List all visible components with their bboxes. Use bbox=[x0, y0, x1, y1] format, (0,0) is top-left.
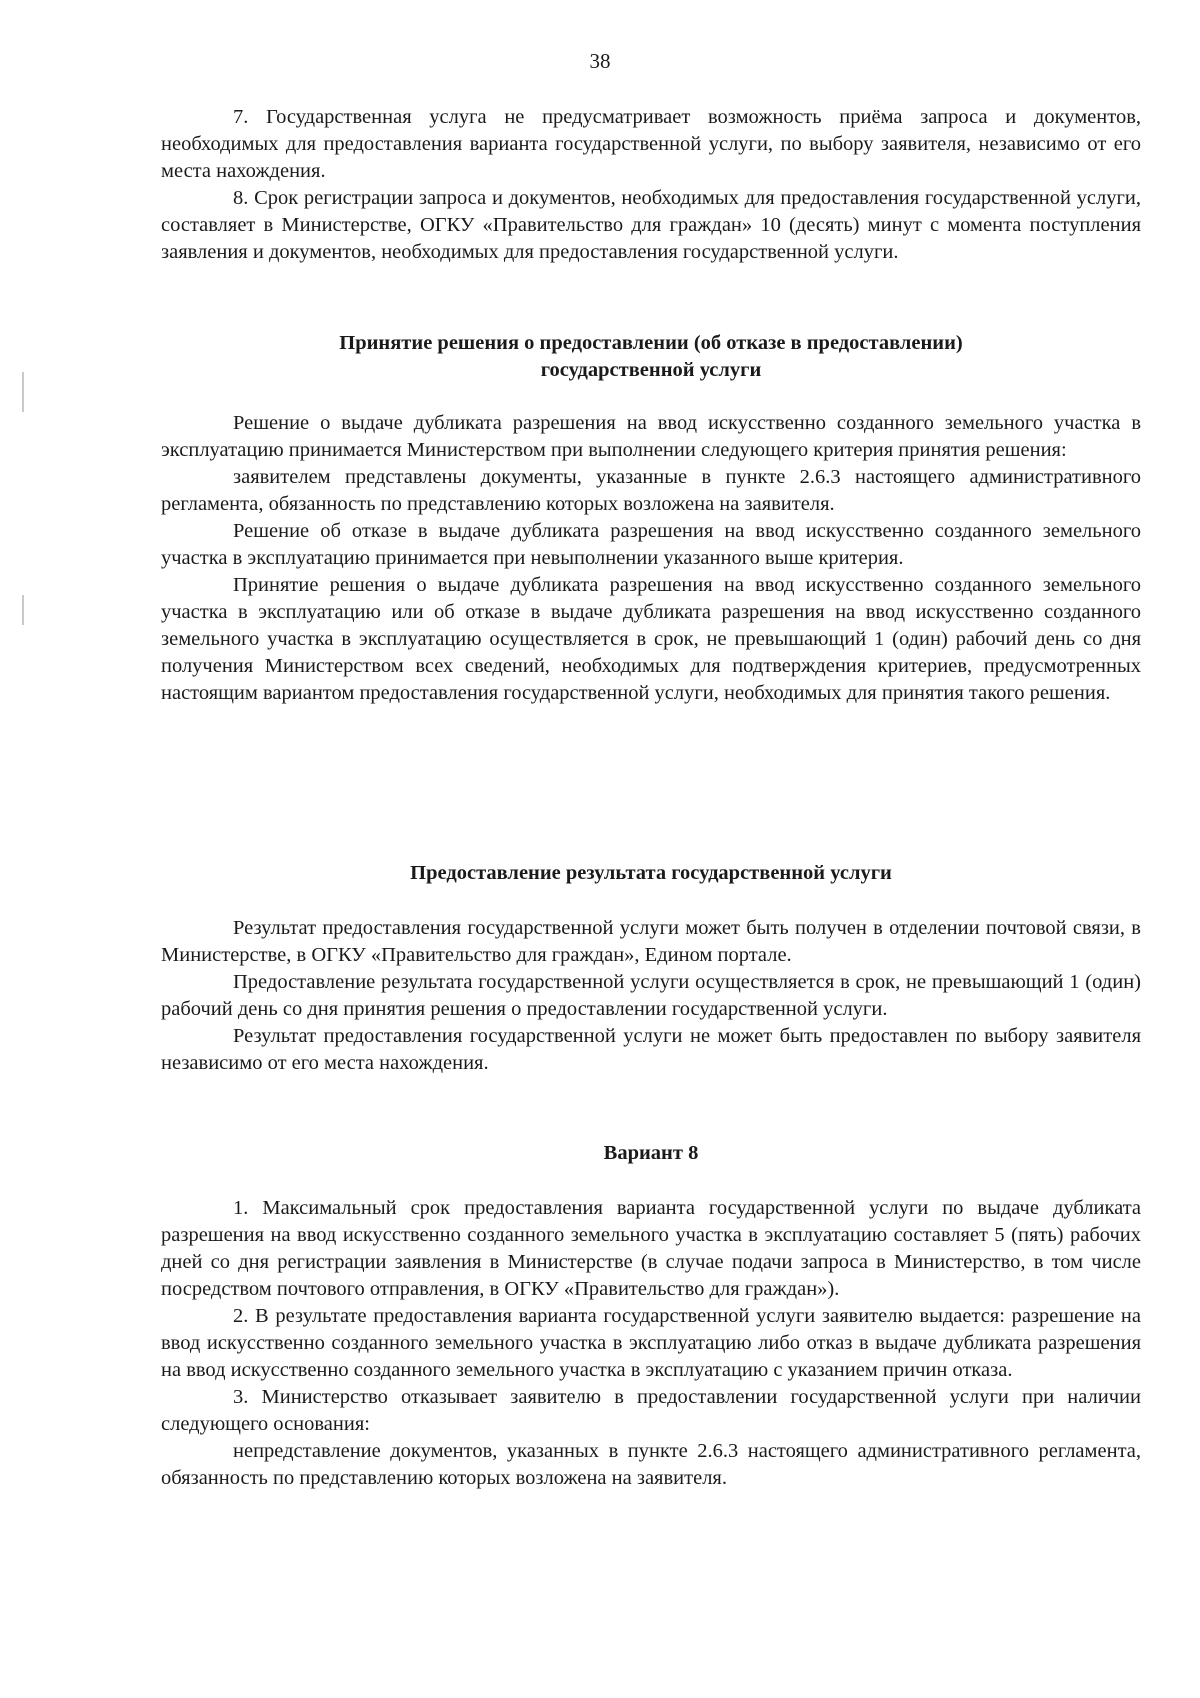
section-heading bbox=[161, 1140, 1141, 1167]
paragraph: 1. Максимальный срок предоставления варианта государственной услуги по выдаче дубликата разрешения на ввод искусственно созданного земельного участка в эксплуатацию составляет 5 (пять) рабочих дней со дня регистрации заявления в Министерстве (в случае подачи запроса в Министерство, в том числе посредством почтового отправления, в ОГКУ «Правительство для граждан»). bbox=[161, 1197, 1141, 1300]
paragraph: 7. Государственная услуга не предусматривает возможность приёма запроса и документов, необходимых для предоставления варианта государственной услуги, по выбору заявителя, независимо от его места нахождения. bbox=[161, 106, 1141, 182]
paragraph: Решение об отказе в выдаче дубликата разрешения на ввод искусственно созданного земельного участка в эксплуатацию принимается при невыполнении указанного выше критерия. bbox=[161, 520, 1141, 569]
paragraph: Результат предоставления государственной услуги не может быть предоставлен по выбору заявителя независимо от его места нахождения. bbox=[161, 1025, 1141, 1074]
paragraph: 3. Министерство отказывает заявителю в предоставлении государственной услуги при наличии следующего основания: bbox=[161, 1386, 1141, 1435]
section-heading bbox=[161, 330, 1141, 384]
paragraph: Решение о выдаче дубликата разрешения на ввод искусственно созданного земельного участка в эксплуатацию принимается Министерством при выполнении следующего критерия принятия решения: bbox=[161, 412, 1141, 461]
section-result bbox=[161, 915, 1141, 1077]
section-decision bbox=[161, 410, 1141, 707]
paragraph: 8. Срок регистрации запроса и документов, необходимых для предоставления государственной услуги, составляет в Министерстве, ОГКУ «Правительство для граждан» 10 (десять) минут с момента поступления заявления и документов, необходимых для предоставления государственной услуги. bbox=[161, 187, 1141, 263]
paragraph: Принятие решения о выдаче дубликата разрешения на ввод искусственно созданного земельного участка в эксплуатацию или об отказе в выдаче дубликата разрешения на ввод искусственно созданного земельного участка в эксплуатацию осуществляется в срок, не превышающий 1 (один) рабочий день со дня получения Министерством всех сведений, необходимых для подтверждения критериев, предусмотренных настоящим вариантом предоставления государственной услуги, необходимых для принятия такого решения. bbox=[161, 574, 1141, 704]
scan-margin-mark bbox=[22, 595, 24, 625]
scan-margin-mark bbox=[22, 372, 24, 412]
heading-line: государственной услуги bbox=[540, 359, 762, 381]
paragraph: заявителем представлены документы, указанные в пункте 2.6.3 настоящего административного регламента, обязанность по представлению которых возложена на заявителя. bbox=[161, 466, 1141, 515]
section-heading bbox=[161, 860, 1141, 887]
section-registration bbox=[161, 104, 1141, 266]
page-number: 38 bbox=[589, 49, 611, 73]
paragraph: 2. В результате предоставления варианта государственной услуги заявителю выдается: разрешение на ввод искусственно созданного земельного участка в эксплуатацию либо отказ в выдаче дубликата разрешения на ввод искусственно созданного земельного участка в эксплуатацию с указанием причин отказа. bbox=[161, 1305, 1141, 1381]
section-variant-8 bbox=[161, 1195, 1141, 1492]
heading-line: Предоставление результата государственной услуги bbox=[410, 862, 892, 884]
heading-line: Принятие решения о предоставлении (об отказе в предоставлении) bbox=[339, 332, 963, 354]
paragraph: Результат предоставления государственной услуги может быть получен в отделении почтовой связи, в Министерстве, в ОГКУ «Правительство для граждан», Едином портале. bbox=[161, 917, 1141, 966]
paragraph: Предоставление результата государственной услуги осуществляется в срок, не превышающий 1 (один) рабочий день со дня принятия решения о предоставлении государственной услуги. bbox=[161, 971, 1141, 1020]
paragraph: непредставление документов, указанных в пункте 2.6.3 настоящего административного регламента, обязанность по представлению которых возложена на заявителя. bbox=[161, 1440, 1141, 1489]
heading-line: Вариант 8 bbox=[603, 1142, 699, 1164]
